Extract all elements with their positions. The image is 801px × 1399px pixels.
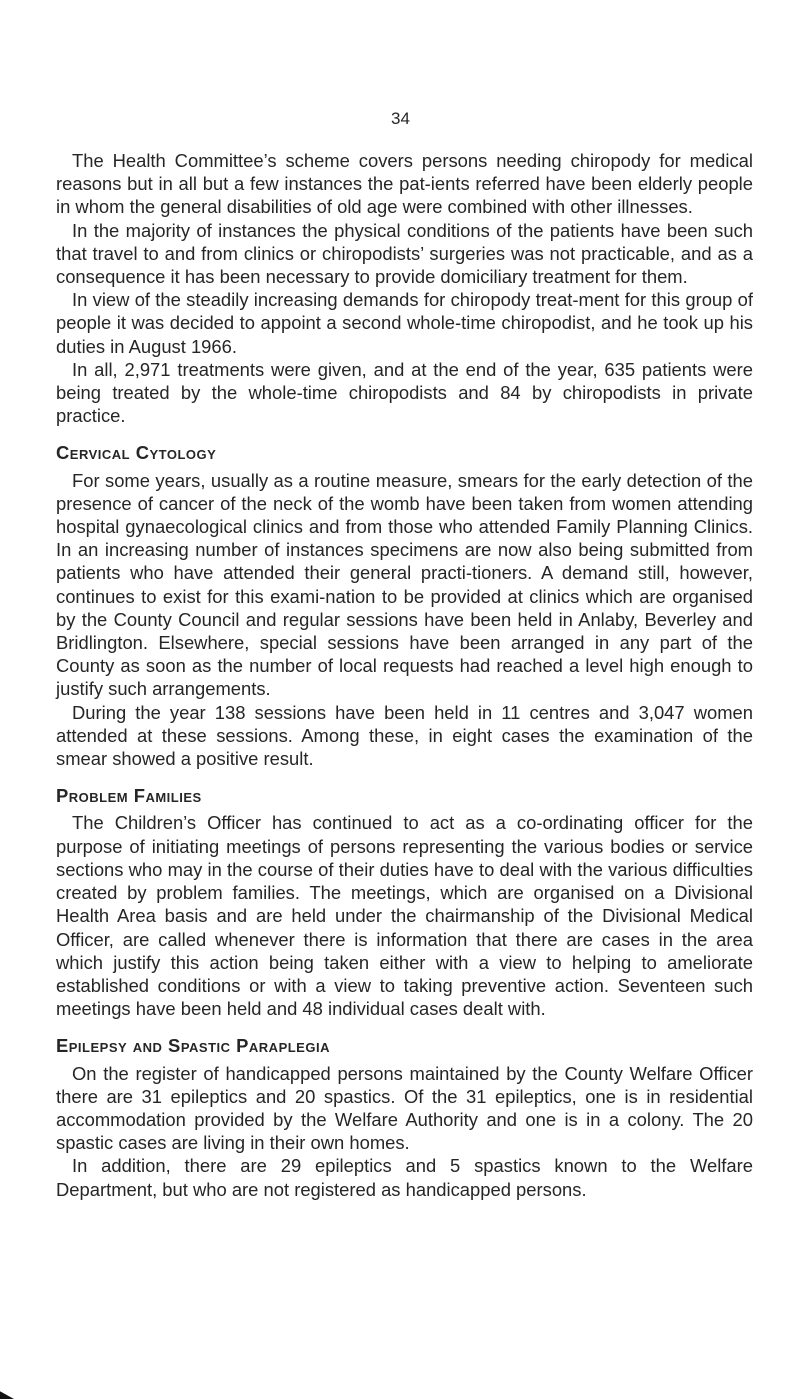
paragraph: For some years, usually as a routine measure, smears for the early detection of the presence of cancer of the neck of the womb have been taken from women attending hospital gynaecological clinics and from those who attended Family Planning Clinics. In an increasing number of instances specimens are now also being submitted from patients who have attended their general practi-tioners. A demand still, however, continues to exist for this exami-nation to be provided at clinics which are organised by the County Council and regular sessions have been held in Anlaby, Beverley and Bridlington. Elsewhere, special sessions have been arranged in any part of the County as soon as the number of local requests had reached a level high enough to justify such arrangements. xyxy=(56,469,753,700)
paragraph: During the year 138 sessions have been held in 11 centres and 3,047 women attended at these sessions. Among these, in eight cases the examination of the smear showed a positive result. xyxy=(56,701,753,770)
section-heading: Problem Families xyxy=(56,785,202,807)
paragraph: The Health Committee’s scheme covers persons needing chiropody for medical reasons but in all but a few instances the pat-ients referred have been elderly people in whom the general disabilities of old age were combined with other illnesses. xyxy=(56,150,753,218)
section-cervical-cytology xyxy=(56,441,753,770)
paragraph: In view of the steadily increasing demands for chiropody treat-ment for this group of people it was decided to appoint a second whole-time chiropodist, and he took up his duties in August 1966. xyxy=(56,289,753,357)
page-body xyxy=(56,149,753,1201)
paragraph: On the register of handicapped persons maintained by the County Welfare Officer there are 31 epileptics and 20 spastics. Of the 31 epileptics, one is in residential accommodation provided by the Welfare Authority and one is in a colony. The 20 spastic cases are living in their own homes. xyxy=(56,1062,753,1154)
section-problem-families xyxy=(56,784,753,1020)
paragraph: In addition, there are 29 epileptics and 5 spastics known to the Welfare Department, but who are not registered as handicapped persons. xyxy=(56,1155,753,1200)
section-heading: Cervical Cytology xyxy=(56,442,217,464)
paragraph: The Children’s Officer has continued to act as a co-ordinating officer for the purpose of initiating meetings of persons representing the various bodies or service sections who may in the course of their duties have to deal with the various difficulties created by problem families. The meetings, which are organised on a Divisional Health Area basis and are held under the chairmanship of the Divisional Medical Officer, are called whenever there is information that there are cases in the area which justify this action being taken either with a view to helping to ameliorate established conditions or with a view to taking preventive action. Seventeen such meetings have been held and 48 individual cases dealt with. xyxy=(56,812,753,1020)
section-heading: Epilepsy and Spastic Paraplegia xyxy=(56,1035,330,1057)
paragraph: In the majority of instances the physical conditions of the patients have been such that travel to and from clinics or chiropodists’ surgeries was not practicable, and as a consequence it has been necessary to provide domiciliary treatment for them. xyxy=(56,219,753,288)
section-chiropody xyxy=(56,149,753,427)
page-number: 34 xyxy=(391,109,410,128)
section-epilepsy-spastic-paraplegia xyxy=(56,1034,753,1200)
paragraph: In all, 2,971 treatments were given, and at the end of the year, 635 patients were being treated by the whole-time chiropodists and 84 by chiropodists in private practice. xyxy=(56,358,753,427)
scan-corner-mark xyxy=(0,1388,14,1399)
